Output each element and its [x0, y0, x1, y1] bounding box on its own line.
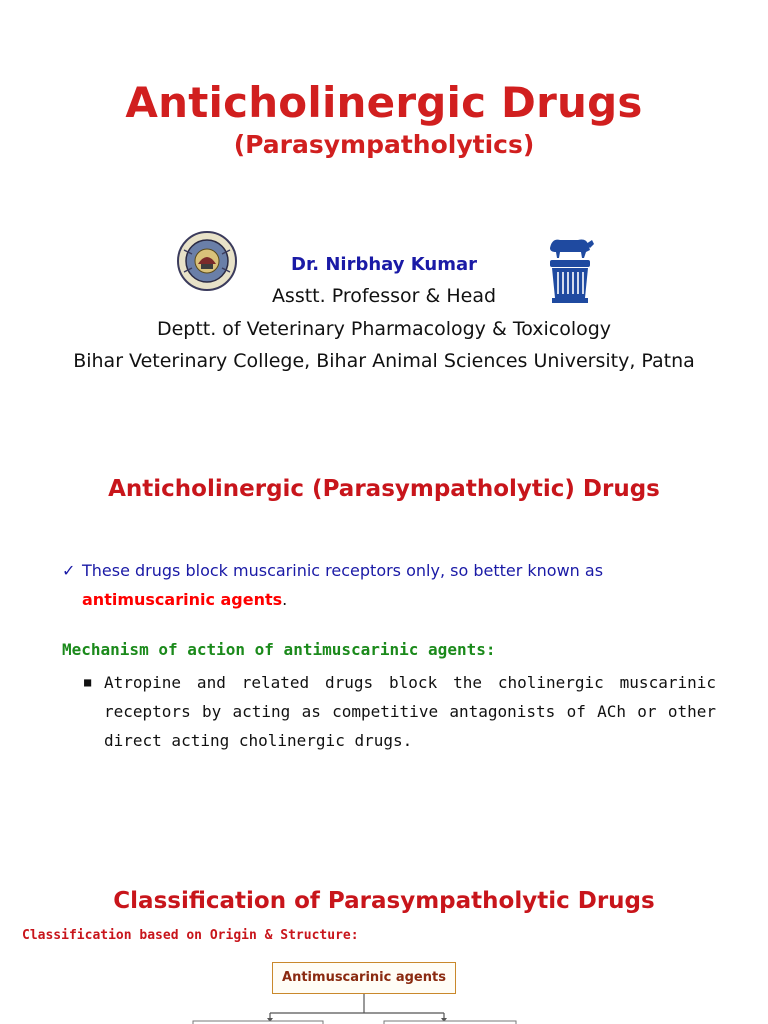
section-heading-anticholinergic: Anticholinergic (Parasympatholytic) Drugs: [108, 476, 660, 502]
author-role: Asstt. Professor & Head: [271, 285, 497, 307]
check-list-item: [62, 556, 702, 614]
classification-subheading: Classification based on Origin & Structure:: [22, 928, 359, 943]
author-department: Deptt. of Veterinary Pharmacology & Toxicology: [156, 318, 612, 340]
check-item-text: These drugs block muscarinic receptors only, so better known as: [82, 561, 604, 580]
author-institution: Bihar Veterinary College, Bihar Animal Sciences University, Patna: [73, 350, 695, 372]
highlight-antimuscarinic: antimuscarinic agents: [82, 590, 283, 609]
checkmark-icon: ✓: [62, 561, 76, 580]
square-bullet-icon: ■: [84, 675, 92, 689]
section-heading-classification: Classification of Parasympatholytic Drugs: [113, 888, 655, 914]
mechanism-bullet-text: Atropine and related drugs block the cholinergic muscarinic receptors by acting as competitive antagonists of ACh or other direct acting cholinergic drugs.: [104, 673, 716, 750]
diagram-connectors: [0, 994, 768, 1024]
mechanism-bullet: [84, 668, 716, 755]
slide-subtitle: (Parasympatholytics): [233, 130, 535, 159]
mechanism-heading: Mechanism of action of antimuscarinic agents:: [62, 640, 496, 659]
author-name: Dr. Nirbhay Kumar: [291, 254, 477, 275]
check-item-tail: .: [282, 590, 288, 609]
diagram-root-label: Antimuscarinic agents: [282, 970, 446, 985]
diagram-root-box: [272, 962, 456, 994]
slide-title: Anticholinergic Drugs: [125, 78, 643, 127]
